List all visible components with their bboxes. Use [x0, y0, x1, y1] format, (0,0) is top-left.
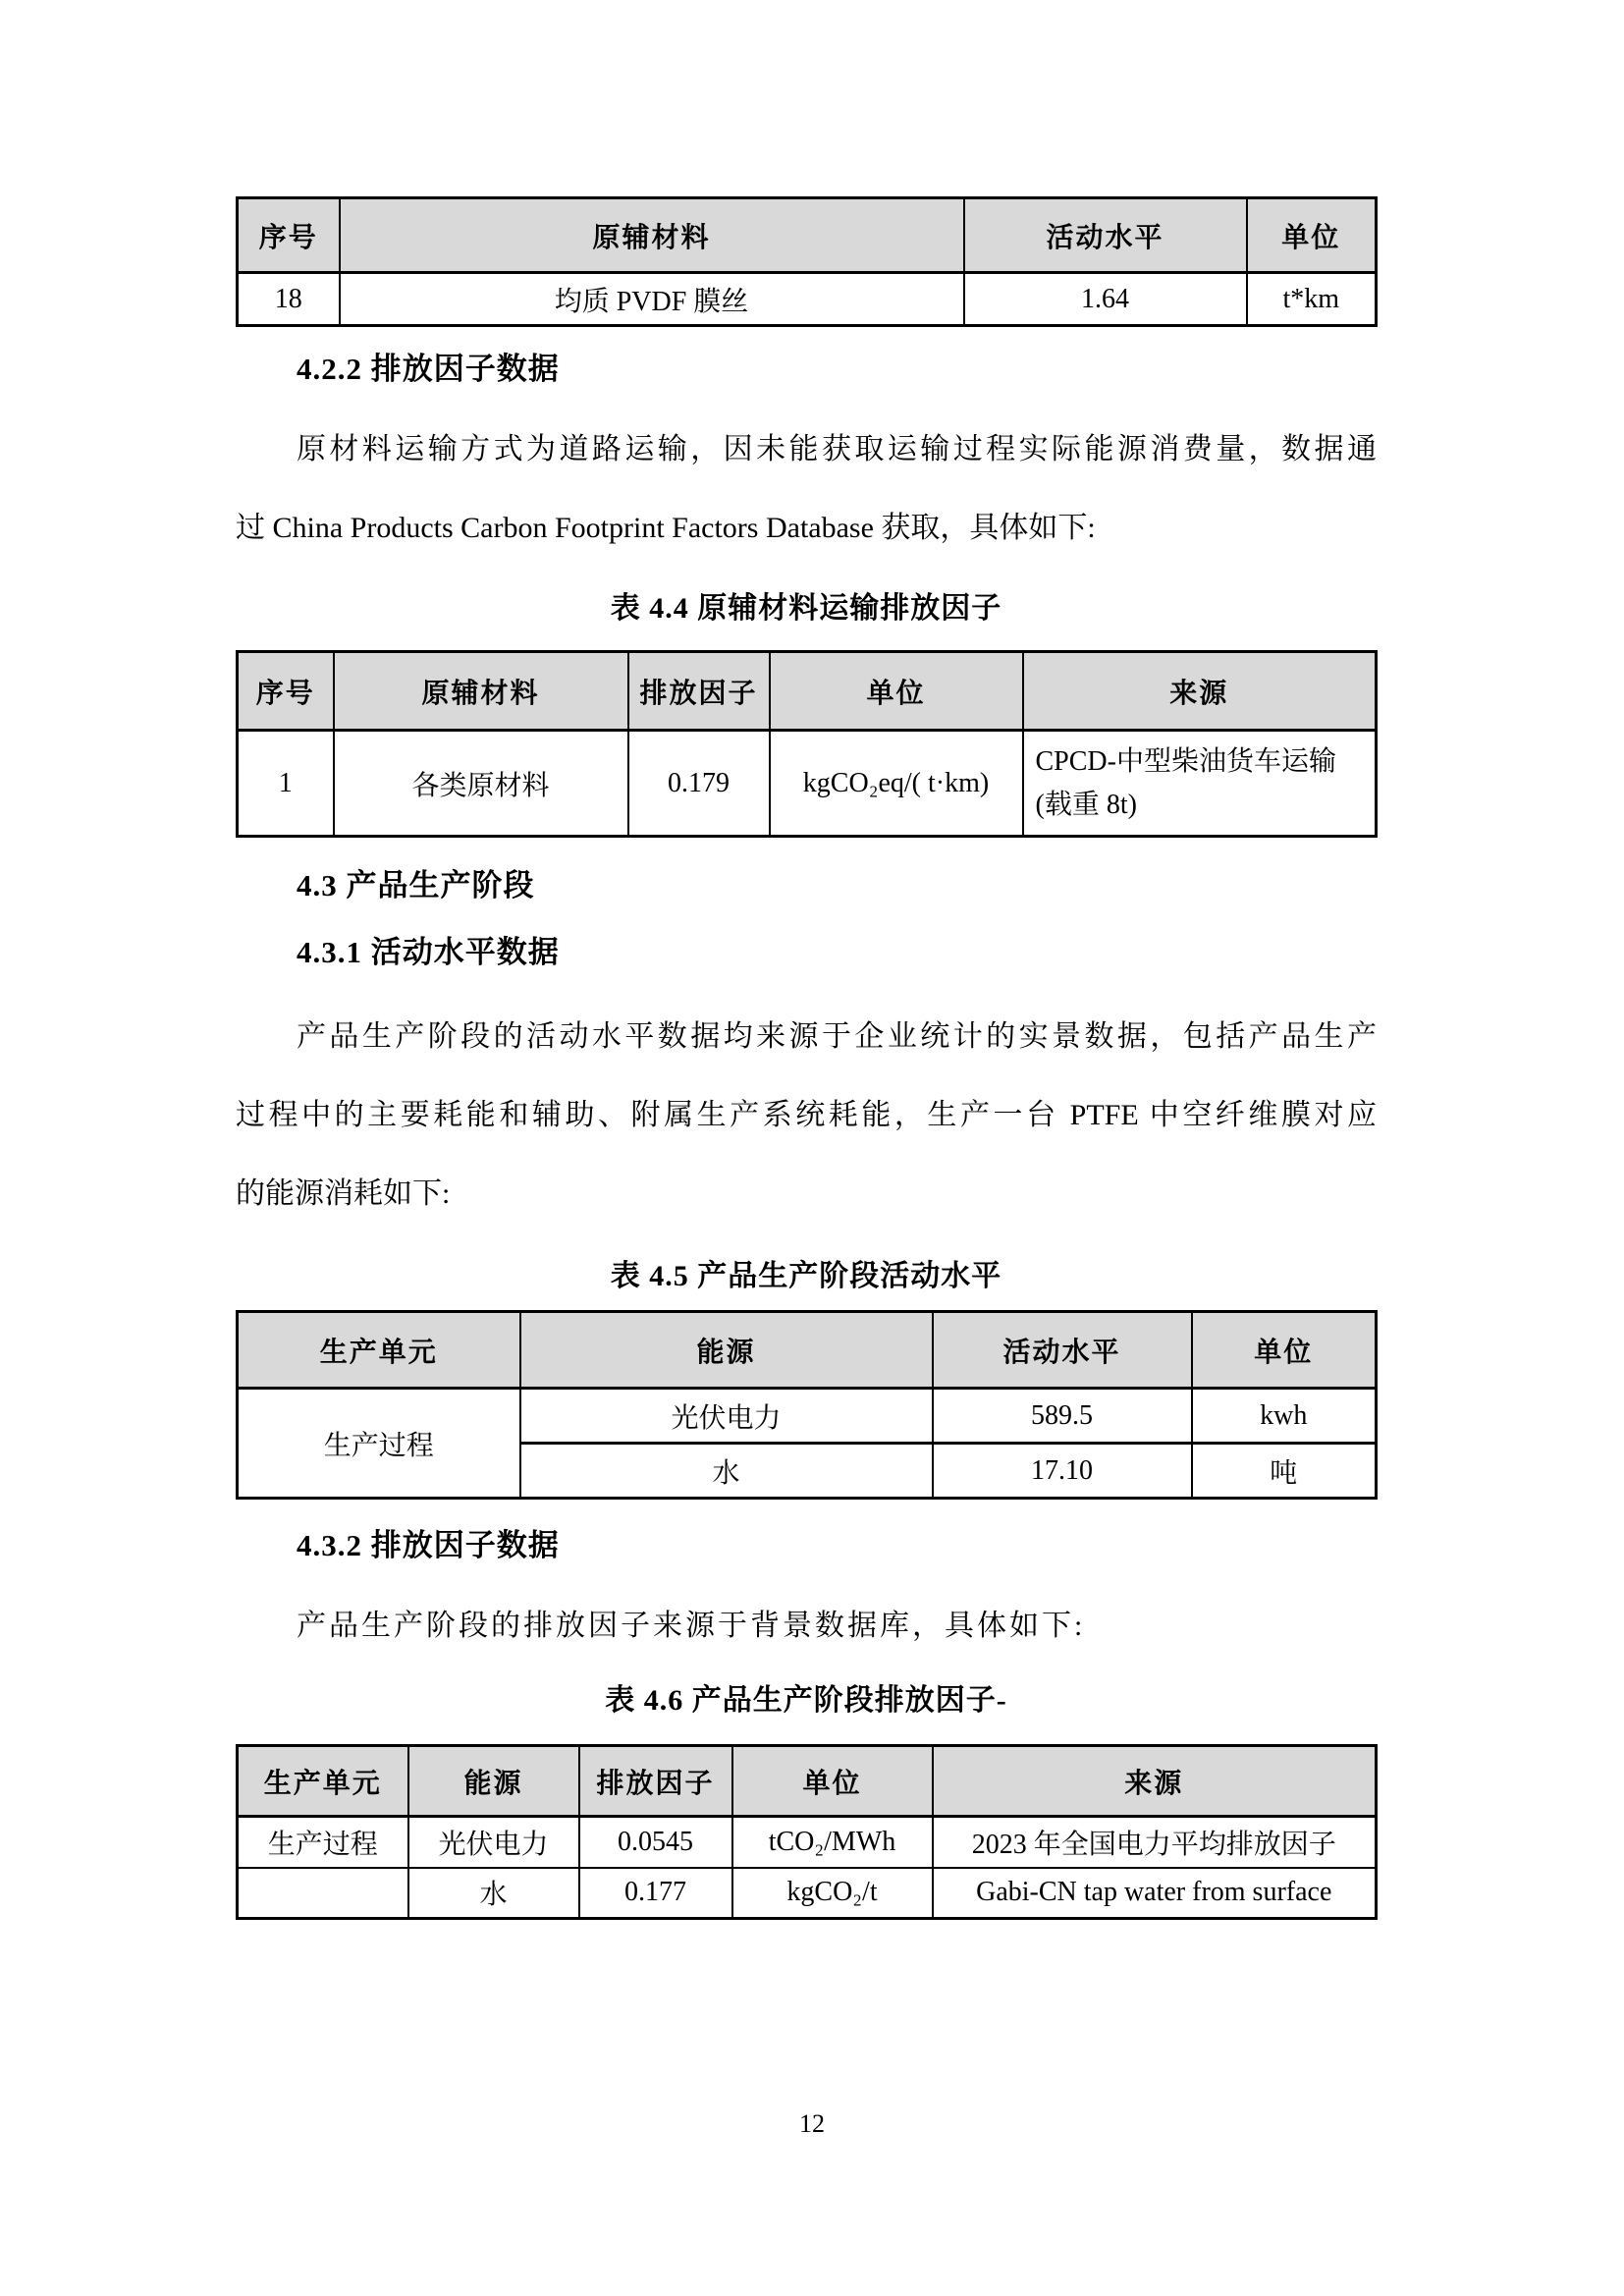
table-header-cell: 活动水平 — [933, 1312, 1192, 1389]
table-cell: kgCO₂eq/( t·km) — [770, 731, 1023, 837]
section-heading-4-3-1: 4.3.1 活动水平数据 — [297, 935, 560, 969]
table-header-row — [238, 1312, 1377, 1389]
table-row — [238, 273, 1377, 326]
page-number: 12 — [799, 2109, 825, 2138]
table-cell-source: Gabi-CN tap water from surface — [933, 1868, 1377, 1919]
table-cell-source: 2023 年全国电力平均排放因子 — [933, 1817, 1377, 1868]
table-header-cell: 单位 — [1192, 1312, 1377, 1389]
section-heading-4-3-2: 4.3.2 排放因子数据 — [297, 1528, 560, 1562]
table-cell: 各类原材料 — [334, 731, 628, 837]
paragraph-transport — [236, 410, 1377, 568]
table-header-row — [238, 1746, 1377, 1817]
table-cell: 0.0545 — [579, 1817, 732, 1868]
table-header-cell: 原辅材料 — [334, 652, 628, 731]
table-header-cell: 单位 — [1247, 198, 1377, 273]
table-4-6-title: 表 4.6 产品生产阶段排放因子- — [605, 1684, 1007, 1717]
table-row — [238, 1868, 1377, 1919]
table-header-cell: 排放因子 — [579, 1746, 732, 1817]
table-cell: 光伏电力 — [408, 1817, 579, 1868]
table-cell: 0.179 — [628, 731, 770, 837]
table-cell: 18 — [238, 273, 340, 326]
table-cell: 1 — [238, 731, 334, 837]
paragraph-line: 的能源消耗如下: — [236, 1177, 451, 1210]
table-header-row — [238, 652, 1377, 731]
paragraph-line: 原材料运输方式为道路运输，因未能获取运输过程实际能源消费量，数据通 — [297, 433, 1377, 465]
paragraph-line: 产品生产阶段的排放因子来源于背景数据库，具体如下: — [297, 1610, 1086, 1642]
table-cell: tCO₂/MWh — [732, 1817, 933, 1868]
table-row — [238, 1389, 1377, 1444]
section-heading-4-2-2: 4.2.2 排放因子数据 — [297, 352, 560, 386]
table-4-5-title: 表 4.5 产品生产阶段活动水平 — [610, 1260, 1002, 1292]
table-header-cell: 生产单元 — [238, 1746, 408, 1817]
paragraph-production-activity — [236, 998, 1377, 1233]
table-cell: 吨 — [1192, 1444, 1377, 1499]
table-cell: t*km — [1247, 273, 1377, 326]
paragraph-line: 过程中的主要耗能和辅助、附属生产系统耗能，生产一台 PTFE 中空纤维膜对应 — [236, 1099, 1377, 1131]
table-cell: 均质 PVDF 膜丝 — [340, 273, 964, 326]
table-header-cell: 活动水平 — [964, 198, 1247, 273]
table-cell: 水 — [520, 1444, 933, 1499]
table-4-6 — [236, 1744, 1377, 1920]
table-4-5 — [236, 1310, 1377, 1500]
table-header-cell: 来源 — [933, 1746, 1377, 1817]
table-header-row — [238, 198, 1377, 273]
table-header-cell: 单位 — [770, 652, 1023, 731]
table-header-cell: 序号 — [238, 652, 334, 731]
table-cell: 生产过程 — [238, 1817, 408, 1868]
table-cell: 0.177 — [579, 1868, 732, 1919]
table-cell: 光伏电力 — [520, 1389, 933, 1444]
paragraph-emission-factor — [236, 1587, 1377, 1666]
table-cell: kwh — [1192, 1389, 1377, 1444]
table-cell-merged: 生产过程 — [238, 1389, 520, 1499]
section-heading-4-3: 4.3 产品生产阶段 — [297, 868, 535, 902]
table-header-cell: 能源 — [520, 1312, 933, 1389]
table-header-cell: 单位 — [732, 1746, 933, 1817]
table-header-cell: 序号 — [238, 198, 340, 273]
table-activity-continuation — [236, 196, 1377, 327]
table-header-cell: 排放因子 — [628, 652, 770, 731]
table-header-cell: 原辅材料 — [340, 198, 964, 273]
table-cell: 17.10 — [933, 1444, 1192, 1499]
paragraph-line: 过 China Products Carbon Footprint Factors Database 获取，具体如下: — [236, 512, 1096, 544]
table-header-cell: 来源 — [1023, 652, 1377, 731]
paragraph-line: 产品生产阶段的活动水平数据均来源于企业统计的实景数据，包括产品生产 — [297, 1020, 1377, 1053]
table-cell-empty — [238, 1868, 408, 1919]
table-row — [238, 731, 1377, 837]
table-4-4 — [236, 650, 1377, 838]
table-4-4-title: 表 4.4 原辅材料运输排放因子 — [610, 592, 1002, 625]
table-cell: 589.5 — [933, 1389, 1192, 1444]
table-header-cell: 能源 — [408, 1746, 579, 1817]
table-header-cell: 生产单元 — [238, 1312, 520, 1389]
table-cell: kgCO₂/t — [732, 1868, 933, 1919]
table-cell: 1.64 — [964, 273, 1247, 326]
table-cell: 水 — [408, 1868, 579, 1919]
table-cell-source: CPCD-中型柴油货车运输(载重 8t) — [1023, 731, 1377, 837]
table-row — [238, 1817, 1377, 1868]
